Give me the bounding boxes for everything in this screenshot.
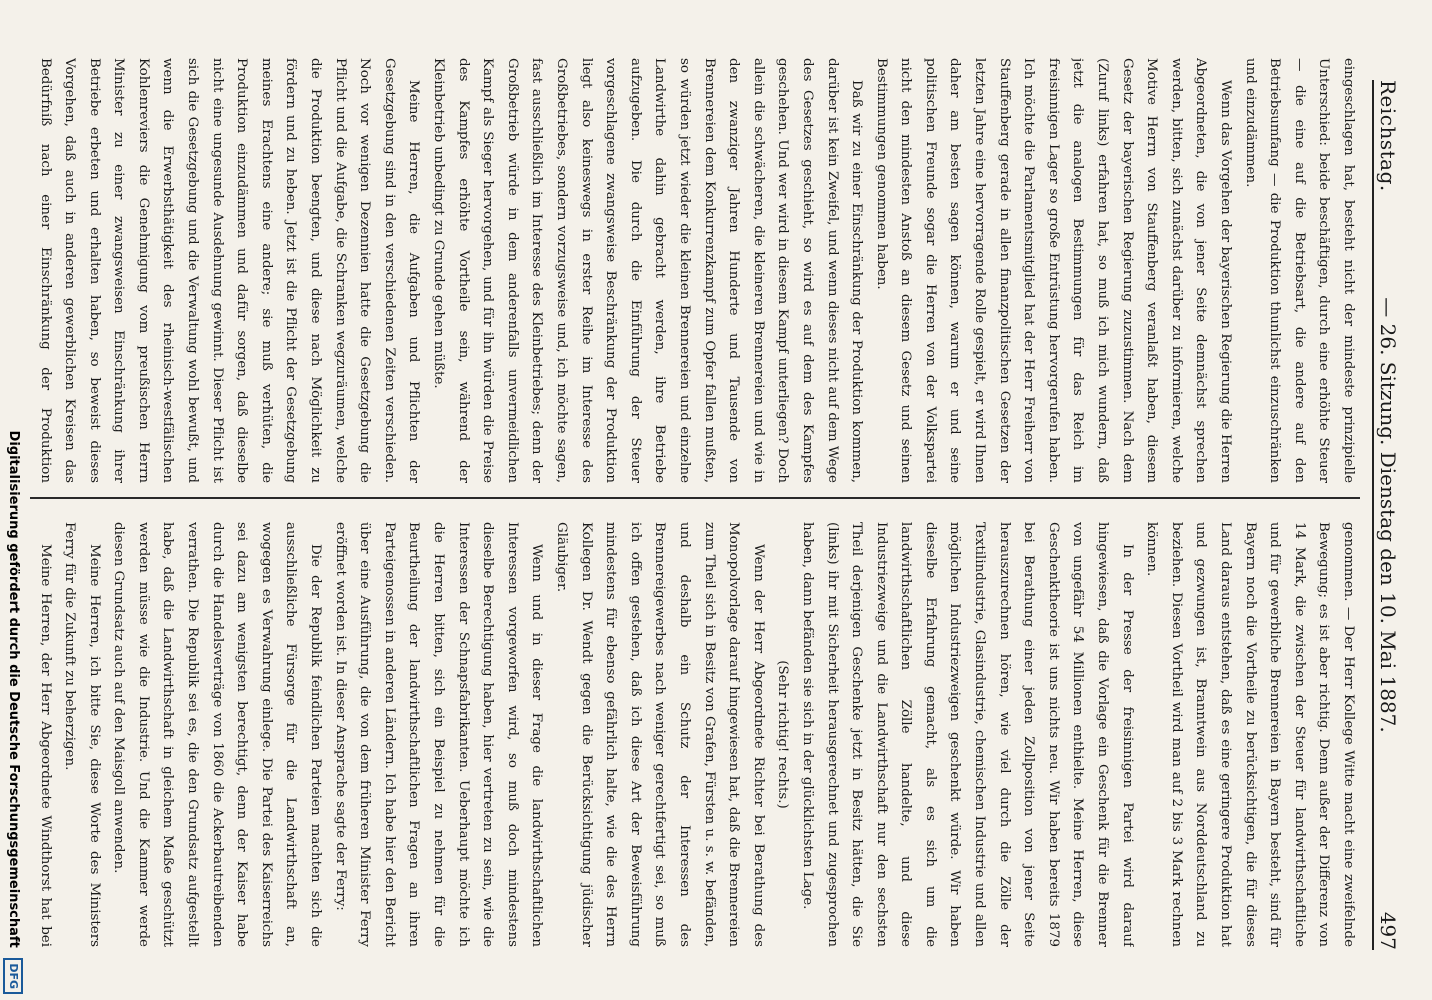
right-column <box>30 522 1360 947</box>
column-divider <box>30 497 1360 499</box>
paragraph: Meine Herren, die Aufgaben und Pflichten der Gesetzgebung sind in den verschiedenen Zeiten verschieden. Noch vor wenigen Dezennien hatte die Gesetzgebung die Pflicht und die Aufgabe, die Schranken wegzuräumen, welche die Produktion beengten, und diese nach Möglichkeit zu fördern und zu heben. Jetzt ist die Pflicht der Gesetzgebung meines Erachtens eine andere; sie muß verhüten, die Produktion einzudämmen und dafür sorgen, daß dieselbe nicht eine ungesunde Ausdehnung gewinnt. Dieser Pflicht ist sich die Gesetzgebung und die Verwaltung wohl bewußt, und wenn die Erwerbsthätigkeit des rheinisch-westfälischen Kohlenreviers die Genehmigung vom preußischen Herrn Minister zu einer zwangsweisen Einschränkung ihrer Betriebe erbeten und erhalten haben, so beweist dieses Vorgehen, daß auch in anderen gewerblichen Kreisen das Bedürfniß nach einer Einschränkung der Produktion <box>37 58 422 483</box>
dfg-logo: DFG <box>4 958 24 994</box>
paragraph: genommen. — Der Herr Kollege Witte macht eine zweifelnde Bewegung; es ist aber richtig. Denn außer der Differenz von 14 Mark, die zwischen der Steuer für landwirthschaftliche und für gewerbliche Brennereien in Bayern besteht, sind für Bayern noch die Vortheile zu berücksichtigen, die für dieses Land daraus entstehen, daß es eine geringere Produktion hat und gezwungen ist, Branntwein aus Norddeutschland zu beziehen. Diesen Vortheil wird man auf 2 bis 3 Mark rechnen können. <box>1144 522 1356 947</box>
paragraph: Wenn das Vorgehen der bayerischen Regierung die Herren Abgeordneten, die von jener Seite demnächst sprechen werden, bitten, sich zunächst darüber zu informieren, welche Motive Herrn von Stauffenberg veranlaßt haben, diesem Gesetz der bayerischen Regierung zuzustimmen. Nach dem (Zuruf links) erfahren hat, so muß ich mich wundern, daß jetzt die analogen Bestimmungen für das Reich im freisinnigen Lager so große Entrüstung hervorgerufen haben. Ich möchte die Parlamentsmitglied hat der Herr Freiherr von Stauffenberg gerade in allen finanzpolitischen Gesetzen der letzten Jahre eine hervorragende Rolle gespielt, er wird Ihnen daher am besten sagen können, warum er und seine politischen Freunde sogar die Herren von der Volkspartei nicht den mindesten Anstoß an diesem Gesetz und seinen Bestimmungen genommen haben. <box>873 58 1234 483</box>
digitization-credit-text: Digitalisierung gefördert durch die Deutsche Forschungsgemeinschaft <box>6 430 21 948</box>
paragraph: Meine Herren, der Herr Abgeordnete Windthorst hat bei <box>37 544 53 947</box>
header-title: Reichstag. <box>1376 80 1400 192</box>
header-session-date: — 26. Sitzung. Dienstag den 10. Mai 1887. <box>1376 297 1400 733</box>
paragraph: Meine Herren, ich bitte Sie, diese Worte des Ministers Ferry für die Zukunft zu beherzigen. <box>62 522 102 947</box>
page-number: 497 <box>1376 911 1400 950</box>
paragraph: In der Presse der freisinnigen Partei wird darauf hingewiesen, daß die Vorlage ein Geschenk für die Brenner von ungefähr 54 Millionen enthielte. Meine Herren, diese Geschenktheorie ist uns nichts neu. Wir haben bereits 1879 bei Berathung einer jeden Zollposition von jener Seite herauszurechnen hören, wie viel durch die Zölle der Textilindustrie, Glasindustrie, chemischen Industrie und allen möglichen Industriezweigen geschenkt würde. Wir haben dieselbe Erfahrung gemacht, als es sich um die landwirthschaftlichen Zölle handelte, und diese Industriezweige und die Landwirthschaft nur den sechsten Theil derjenigen Geschenke jetzt in Besitz hätten, die Sie (links) ihr mit Sicherheit herausgerechnet und zugesprochen haben, dann befänden sie sich in der glücklichsten Lage. <box>799 522 1135 947</box>
paragraph: Wenn der Herr Abgeordnete Richter bei Berathung des Monopolvorlage darauf hingewiesen hat, daß die Brennereien zum Theil sich in Besitz von Grafen, Fürsten u. s. w. befänden, und deshalb ein Schutz der Interessen des Brennereigewerbes nach weniger gerechtfertigt sei, so muß ich offen gestehen, daß ich diese Art der Beweisführung mindestens für ebenso gefährlich halte, wie die des Herrn Kollegen Dr. Wendt gegen die Berücksichtigung jüdischer Gläubiger. <box>554 522 766 947</box>
paragraph: Wenn und in dieser Frage die landwirthschaftlichen Interessen vorgeworfen wird, so muß doch mindestens dieselbe Berechtigung haben, hier vertreten zu sein, wie die Interessen der Schnapsfabrikanten. Ueberhaupt möchte ich die Herren bitten, sich ein Beispiel zu nehmen für die Beurtheilung der landwirthschaftlichen Fragen an ihren Parteigenossen in anderen Ländern. Ich habe hier den Bericht über eine Ausführung, die von dem früheren Minister Ferry eröffnet worden ist. In dieser Ansprache sagte der Ferry: <box>332 522 545 947</box>
paragraph: Daß wir zu einer Einschränkung der Produktion kommen, darüber ist kein Zweifel, und wenn dieses nicht auf dem Wege des Gesetzes geschieht, so wird es auf dem des Kampfes geschehen. Und wer wird in diesem Kampf unterliegen? Doch allein die schwächeren, die kleineren Brennereien und wie in den zwanziger Jahren Hunderte und Tausende von Brennereien dem Konkurrenzkampf zum Opfer fallen mußten, so würden jetzt wieder die kleinen Brennereien und einzelne Landwirthe dahin gebracht werden, ihre Betriebe aufzugeben. Die durch die Einführung der Steuer vorgeschlagene zwangsweise Beschränkung der Produktion liegt also keineswegs in erster Reihe im Interesse des Großbetriebes, sondern vorzugsweise und, ich möchte sagen, fast ausschließlich im Interesse des Kleinbetriebes; denn der Großbetrieb würde in dem anderenfalls unvermeidlichen Kampf als Sieger hervorgehen, und für ihn würden die Preise des Kampfes erhöhte Vortheile sein, während der Kleinbetrieb unbedingt zu Grunde gehen müßte. <box>431 58 865 483</box>
quoted-paragraph: Die der Republik feindlichen Parteien machten sich die ausschließliche Fürsorge für die Landwirthschaft an, wogegen es Verwahrung einlege. Die Partei des Kaiserreichs sei dazu am wenigsten berechtigt, denn der Kaiser habe durch die Handelsverträge von 1860 die Ackerbautreibenden verrathen. Die Republik sei es, die den Grundsatz aufgestellt habe, daß die Landwirthschaft in gleichem Maße geschützt werden müsse wie die Industrie. Und die Kammer werde diesen Grundsatz auch auf den Maisgoll anwenden. <box>111 522 324 947</box>
paragraph: eingeschlagen hat, besteht nicht der mindeste prinzipielle Unterschied: beide beschäftigen, durch eine erhöhte Steuer — die eine auf die Betriebsart, die andere auf den Betriebsumfang — die Produktion thunlichst einzuschränken und einzudämmen. <box>1242 58 1356 483</box>
left-column <box>30 58 1360 483</box>
interjection: (Sehr richtig! rechts.) <box>775 660 791 809</box>
digitization-credit <box>0 0 26 1000</box>
page-header <box>1372 80 1402 950</box>
